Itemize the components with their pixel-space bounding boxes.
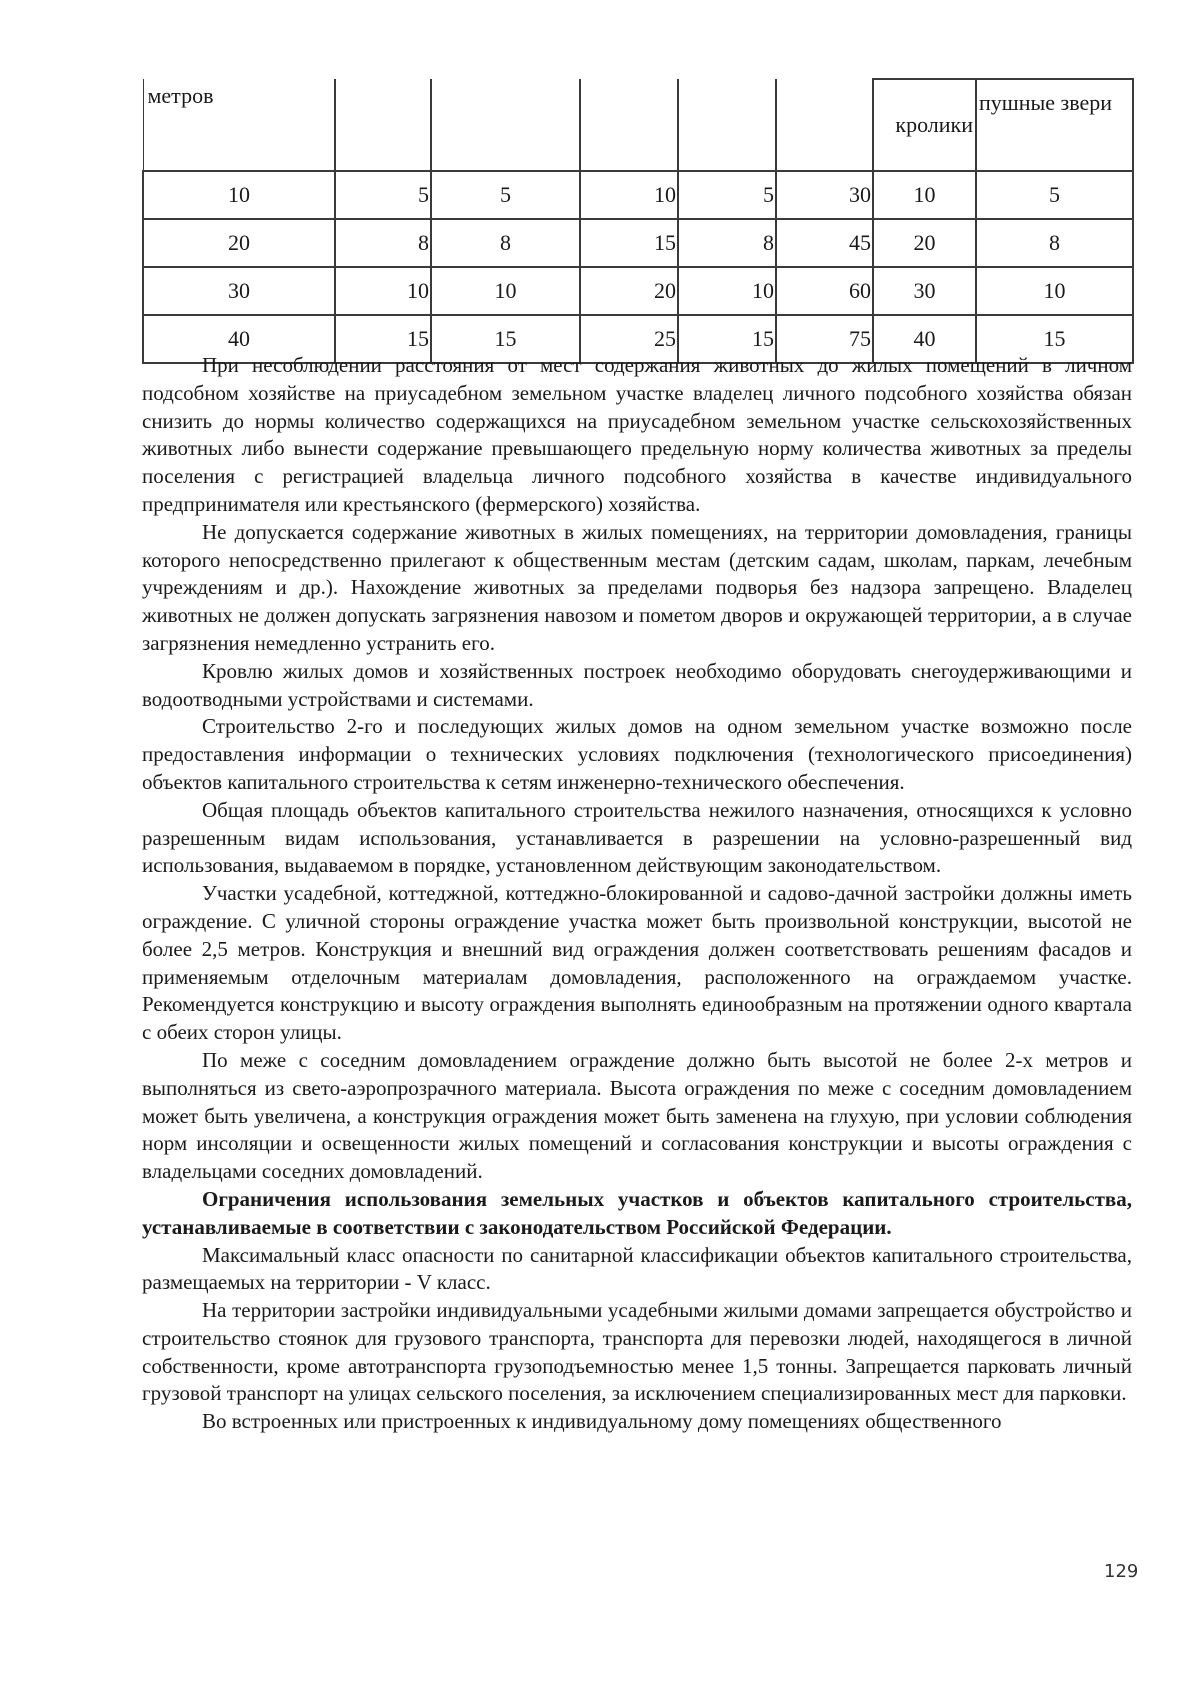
paragraph: По меже с соседним домовладением ограждение должно быть высотой не более 2-х метров и выполняться из свето-аэропрозрачного материала. Высота ограждения по меже с соседним домовладением может быть увеличена, а конструкция ограждения может быть заменена на глухую, при условии соблюдения норм инсоляции и освещенности жилых помещений и согласования конструкции и высоты ограждения с владельцами соседних домовладений. — [142, 1047, 1132, 1184]
table-cell: 15 — [335, 315, 431, 363]
table-header-row — [143, 79, 1133, 171]
section-heading: Ограничения использования земельных участков и объектов капитального строительства, устанавливаемые в соответствии с законодательством Российской Федерации. — [142, 1186, 1132, 1239]
table-cell: 8 — [335, 219, 431, 267]
table-row — [143, 171, 1133, 219]
table-cell: 5 — [431, 171, 580, 219]
table-cell: 10 — [873, 171, 976, 219]
table-cell: 20 — [143, 219, 335, 267]
header-cell — [580, 79, 678, 171]
table-cell: 8 — [678, 219, 776, 267]
table-row — [143, 267, 1133, 315]
paragraph: При несоблюдении расстояния от мест содержания животных до жилых помещений в личном подсобном хозяйстве на приусадебном земельном участке владелец личного подсобного хозяйства обязан снизить до нормы количество содержащихся на приусадебном земельном участке сельскохозяйственных животных либо вынести содержание превышающего предельную норму количества животных за пределы поселения с регистрацией владельца личного подсобного хозяйства в качестве индивидуального предпринимателя или крестьянского (фермерского) хозяйства. — [142, 353, 1132, 516]
table-cell: 60 — [776, 267, 873, 315]
paragraph: Строительство 2-го и последующих жилых домов на одном земельном участке возможно после предоставления информации о технических условиях подключения (технологического присоединения) объектов капитального строительства к сетям инженерно-технического обеспечения. — [142, 714, 1132, 794]
paragraph: Во встроенных или пристроенных к индивидуальному дому помещениях общественного — [202, 1409, 1002, 1434]
header-cell-fur-animals: пушные звери — [976, 79, 1133, 171]
table-cell: 30 — [143, 267, 335, 315]
header-cell — [335, 79, 431, 171]
header-cell — [776, 79, 873, 171]
table-cell: 10 — [678, 267, 776, 315]
table-cell: 45 — [776, 219, 873, 267]
page-number: 129 — [1104, 1561, 1139, 1582]
table-cell: 5 — [678, 171, 776, 219]
table-cell: 20 — [580, 267, 678, 315]
table-cell: 30 — [873, 267, 976, 315]
table-cell: 15 — [431, 315, 580, 363]
table-cell: 10 — [431, 267, 580, 315]
table-cell: 5 — [976, 171, 1133, 219]
header-cell — [431, 79, 580, 171]
header-cell-meters: метров — [143, 79, 335, 171]
table-cell: 20 — [873, 219, 976, 267]
table-cell: 30 — [776, 171, 873, 219]
table-cell: 8 — [976, 219, 1133, 267]
table-cell: 10 — [143, 171, 335, 219]
table-cell: 8 — [431, 219, 580, 267]
paragraph: На территории застройки индивидуальными усадебными жилыми домами запрещается обустройство и строительство стоянок для грузового транспорта, транспорта для перевозки людей, находящегося в личной собственности, кроме автотранспорта грузоподъемностью менее 1,5 тонны. Запрещается парковать личный грузовой транспорт на улицах сельского поселения, за исключением специализированных мест для парковки. — [142, 1298, 1132, 1406]
header-cell — [678, 79, 776, 171]
paragraph: Участки усадебной, коттеджной, коттеджно-блокированной и садово-дачной застройки должны иметь ограждение. С уличной стороны ограждение участка может быть произвольной конструкции, высотой не более 2,5 метров. Конструкция и внешний вид ограждения должен соответствовать решениям фасадов и применяемым отделочным материалам домовладения, расположенного на ограждаемом участке. Рекомендуется конструкцию и высоту ограждения выполнять единообразным на протяжении одного квартала с обеих сторон улицы. — [142, 881, 1132, 1045]
table-cell: 75 — [776, 315, 873, 363]
table-cell: 10 — [580, 171, 678, 219]
header-cell-rabbits: кролики — [873, 79, 976, 171]
table-cell: 15 — [976, 315, 1133, 363]
paragraph: Максимальный класс опасности по санитарной классификации объектов капитального строительства, размещаемых на территории - V класс. — [142, 1242, 1132, 1295]
body-text — [142, 352, 1132, 1436]
paragraph: Не допускается содержание животных в жилых помещениях, на территории домовладения, границы которого непосредственно прилегают к общественным местам (детским садам, школам, паркам, лечебным учреждениям и др.). Нахождение животных за пределами подворья без надзора запрещено. Владелец животных не должен допускать загрязнения навозом и пометом дворов и окружающей территории, а в случае загрязнения немедленно устранить его. — [142, 519, 1132, 655]
table-cell: 25 — [580, 315, 678, 363]
table-row — [143, 219, 1133, 267]
table-cell: 10 — [335, 267, 431, 315]
paragraph: Общая площадь объектов капитального строительства нежилого назначения, относящихся к условно разрешенным видам использования, устанавливается в разрешении на условно-разрешенный вид использования, выдаваемом в порядке, установленном действующим законодательством. — [142, 797, 1132, 878]
table-cell: 10 — [976, 267, 1133, 315]
table-cell: 40 — [143, 315, 335, 363]
table-cell: 15 — [678, 315, 776, 363]
table-cell: 5 — [335, 171, 431, 219]
distance-table — [142, 78, 1134, 364]
table-cell: 40 — [873, 315, 976, 363]
paragraph: Кровлю жилых домов и хозяйственных построек необходимо оборудовать снегоудерживающими и водоотводными устройствами и системами. — [142, 658, 1132, 711]
table-cell: 15 — [580, 219, 678, 267]
